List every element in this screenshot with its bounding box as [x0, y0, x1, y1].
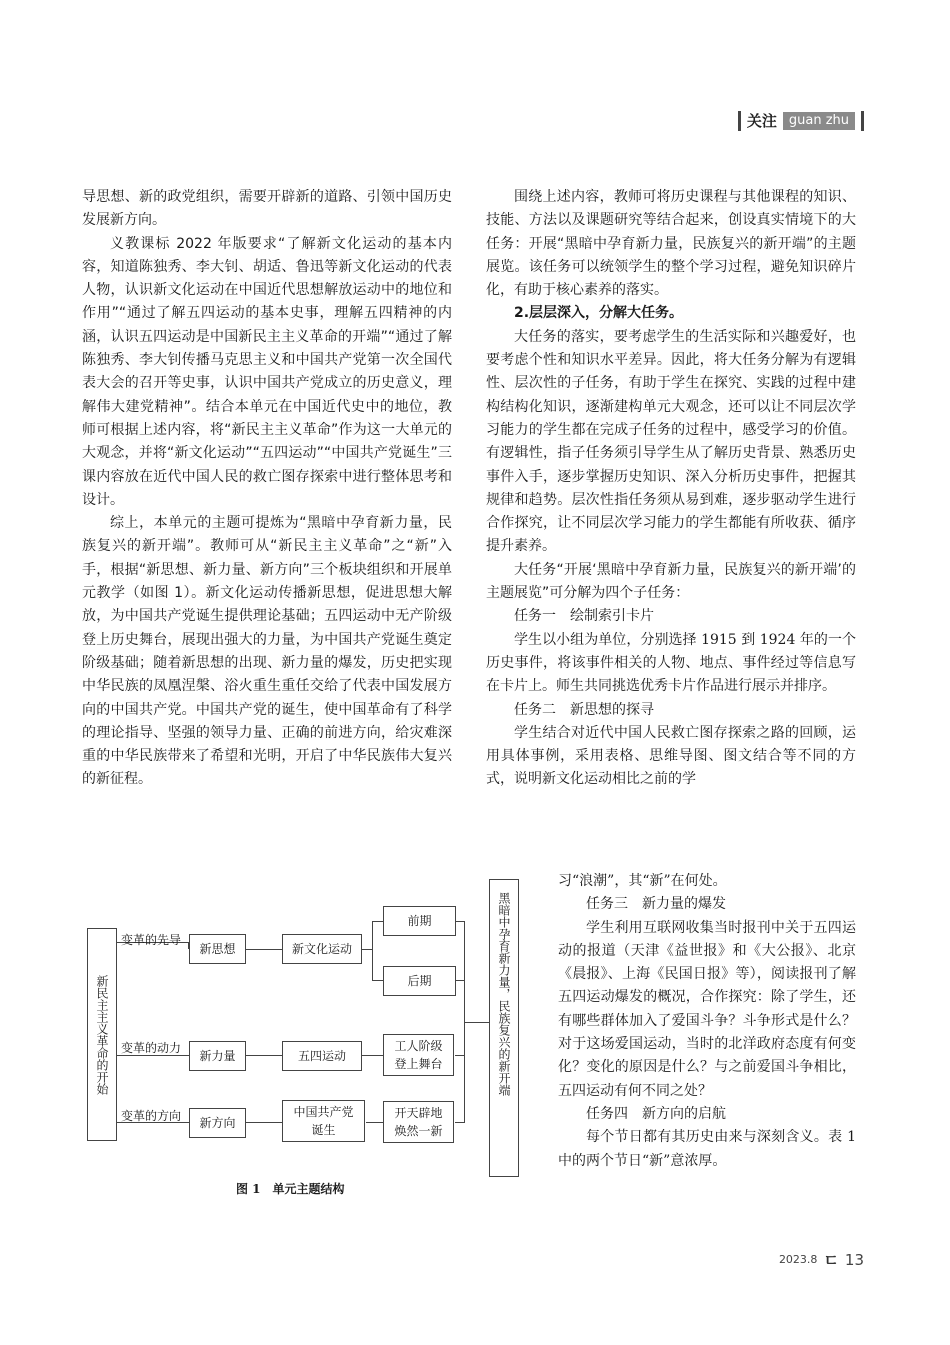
early-period-box: 前期: [383, 906, 456, 936]
branch-label-vanguard: 变革的先导: [121, 933, 182, 947]
journal-logo: ㄷ: [823, 1251, 839, 1270]
connector: [372, 980, 383, 981]
connector: [464, 1022, 489, 1023]
task-2-title: 任务二 新思想的探寻: [514, 701, 654, 718]
working-class-box: 工人阶级登上舞台: [383, 1034, 454, 1076]
connector: [361, 1055, 383, 1056]
task-3-title: 任务三 新力量的爆发: [586, 896, 726, 913]
task-2-body-cont: 习“浪潮”，其“新”在何处。: [558, 873, 727, 889]
section-pinyin: guan zhu: [783, 112, 855, 130]
task-4-title: 任务四 新方向的启航: [586, 1105, 726, 1122]
page-footer: [779, 1248, 864, 1271]
right-column-lower: [558, 870, 856, 1173]
left-para-1: 导思想、新的政党组织，需要开辟新的道路、引领中国历史发展新方向。: [82, 189, 452, 229]
right-para-3: 大任务的落实，要考虑学生的生活实际和兴趣爱好，也要考虑个性和知识水平差异。因此，将大任务分解为有逻辑性、层次性的子任务，有助于学生在探究、实践的过程中建构结构化知识，逐渐建构单元大观念，还可以让不同层次学习能力的学生都在完成子任务的过程中，感受学习的价值。有逻辑性，指子任务须引导学生从了解历史背景、熟悉历史事件入手，逐步掌握历史知识、深入分析历史事件，把握其规律和趋势。层次性指任务须从易到难，逐步驱动学生进行合作探究，让不同层次学习能力的学生都能有所收获、循序提升素养。: [486, 328, 856, 555]
task-1-body: 学生以小组为单位，分别选择 1915 到 1924 年的一个历史事件，将该事件相关的人物、地点、事件经过等信息写在卡片上。师生共同挑选优秀卡片作品进行展示并排序。: [486, 631, 856, 695]
connector: [245, 949, 282, 950]
diagram-root-box: [87, 928, 117, 1141]
new-direction-box: 新方向: [189, 1108, 246, 1138]
connector: [372, 921, 383, 922]
late-period-box: 后期: [383, 966, 456, 996]
new-culture-movement-box: 新文化运动: [282, 934, 362, 964]
left-para-2: 义教课标 2022 年版要求“了解新文化运动的基本内容，知道陈独秀、李大钊、胡适、鲁迅等新文化运动的代表人物，认识新文化运动在中国近代思想解放运动中的地位和作用”“通过了解五四运动的基本史事，理解五四精神的内涵，认识五四运动是中国新民主主义革命的开端”“通过了解陈独秀、李大钊传播马克思主义和中国共产党第一次全国代表大会的召开等史事，认识中国共产党成立的历史意义，理解伟大建党精神”。结合本单元在中国近代史中的地位，教师可根据上述内容，将“新民主主义革命”作为这一大单元的大观念，并将“新文化运动”“五四运动”“中国共产党诞生”三课内容放在近代中国人民的救亡图存探索中进行整体思考和设计。: [82, 235, 452, 508]
cpc-founding-box: 中国共产党诞生: [282, 1100, 365, 1142]
connector: [245, 1122, 282, 1123]
branch-label-direction: 变革的方向: [121, 1109, 182, 1123]
epoch-making-box: 开天辟地焕然一新: [383, 1101, 454, 1143]
right-para-1: 围绕上述内容，教师可将历史课程与其他课程的知识、技能、方法以及课题研究等结合起来，创设真实情境下的大任务：开展“黑暗中孕育新力量，民族复兴的新开端”的主题展览。该任务可以统领学生的整个学习过程，避免知识碎片化，有助于核心素养的落实。: [486, 189, 856, 299]
header-bar-left: [738, 111, 741, 131]
left-para-3: 综上，本单元的主题可提炼为“黑暗中孕育新力量，民族复兴的新开端”。教师可从“新民主主义革命”之“新”入手，根据“新思想、新力量、新方向”三个板块组织和开展单元教学（如图 1）。新文化运动传播新思想，促进思想大解放，为中国共产党诞生提供理论基础；五四运动中无产阶级登上历史舞台，展现出强大的力量，为中国共产党诞生奠定阶级基础；随着新思想的出现、新力量的爆发，历史把实现中华民族的凤凰涅槃、浴火重生重任交给了代表中国发展方向的中国共产党。中国共产党的诞生，使中国革命有了科学的理论指导、坚强的领导力量、正确的前进方向，给灾难深重的中华民族带来了希望和光明，开启了中华民族伟大复兴的新征程。: [82, 515, 452, 788]
branch-label-force: 变革的动力: [121, 1041, 182, 1055]
diagram-goal-box: [489, 879, 519, 1177]
issue-date: 2023.8: [778, 1253, 818, 1266]
task-4-body: 每个节日都有其历史由来与深刻含义。表 1 中的两个节日“新”意浓厚。: [558, 1129, 856, 1169]
header-bar-right: [861, 111, 864, 131]
figure-caption: 图 1 单元主题结构: [236, 1182, 345, 1196]
right-para-4: 大任务“开展‘黑暗中孕育新力量，民族复兴的新开端’的主题展览”可分解为四个子任务：: [486, 561, 856, 602]
left-column: [82, 186, 452, 792]
right-column: [486, 186, 856, 792]
task-1-title: 任务一 绘制索引卡片: [514, 608, 654, 625]
connector: [366, 1122, 383, 1123]
connector: [372, 921, 373, 981]
may-fourth-movement-box: 五四运动: [282, 1041, 362, 1071]
page-header: [738, 110, 864, 131]
right-heading-2: 2.层层深入，分解大任务。: [514, 305, 684, 322]
task-2-body: 学生结合对近代中国人民救亡图存探索之路的回顾，运用具体事例，采用表格、思维导图、图文结合等不同的方式，说明新文化运动相比之前的学: [486, 724, 856, 788]
page-number: 13: [844, 1250, 864, 1269]
task-3-body: 学生利用互联网收集当时报刊中关于五四运动的报道（天津《益世报》和《大公报》、北京《晨报》、上海《民国日报》等），阅读报刊了解五四运动爆发的概况，合作探究：除了学生，还有哪些群体加入了爱国斗争？斗争形式是什么？对于这场爱国运动，当时的北洋政府态度有何变化？变化的原因是什么？与之前爱国斗争相比，五四运动有何不同之处？: [558, 919, 856, 1099]
new-thought-box: 新思想: [189, 934, 246, 964]
diagram-goal-label: 黑暗中孕育新力量，民族复兴的新开端: [497, 892, 511, 1096]
section-title: 关注: [746, 112, 777, 130]
diagram-root-label: 新民主主义革命的开始: [95, 974, 109, 1095]
new-force-box: 新力量: [189, 1041, 246, 1071]
connector: [245, 1055, 282, 1056]
